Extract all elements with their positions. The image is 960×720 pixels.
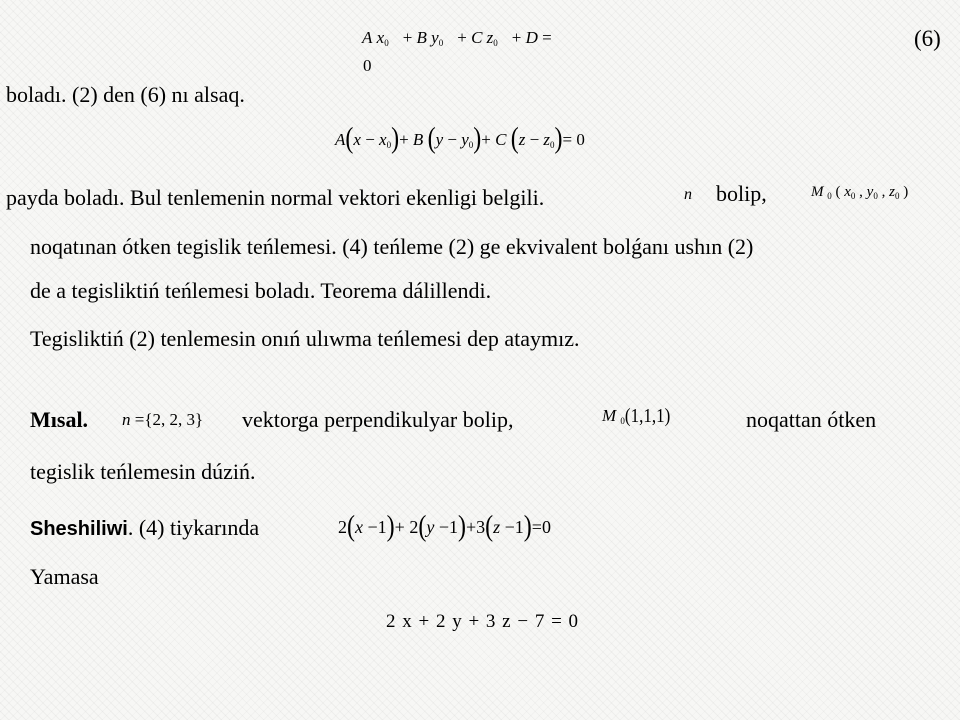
misal-point: M $_0$(1,1,1) <box>602 404 671 427</box>
yamasa-text: Yamasa <box>30 564 99 589</box>
text-line-4: de a tegisliktiń teńlemesi boladı. Teorema dálillendi. <box>30 278 492 303</box>
text-line-1: boladı. (2) den (6) nı alsaq. <box>6 82 245 107</box>
text-line-2: payda boladı. Bul tenlemenin normal vektori ekenligi belgili. <box>6 185 545 210</box>
solution-line: Sheshiliwi. (4) tiykarında <box>30 515 260 540</box>
misal-tail: noqattan ótken <box>746 407 877 432</box>
solution-equation: 2(x −1)+ 2(y −1)+3(z −1)=0 <box>338 510 551 544</box>
text-line-5: Tegisliktiń (2) tenlemesin onıń ulıwma teńlemesi dep ataymız. <box>30 326 580 351</box>
equation-number: (6) <box>914 26 941 51</box>
text-line-3: noqatınan ótken tegislik teńlemesi. (4) teńleme (2) ge ekvivalent bolǵanı ushın (2) <box>30 234 754 259</box>
normal-vector-n: n <box>684 186 692 203</box>
misal-label: Mısal. <box>30 407 89 432</box>
plane-equation: $A(x - x_0)+ B$ $(y - y_0)+ C$ $(z - z_0)= 0$ <box>335 122 585 156</box>
point-m0: M $_0$ ( $x_0$ , $y_0$ , $z_0$ ) <box>811 184 909 201</box>
text-line-7: tegislik teńlemesin dúziń. <box>30 459 256 484</box>
equation-6: A $x_0 + B$ $y_0 + C$ $z_0 + D$ = <box>362 28 552 48</box>
final-equation: 2 x + 2 y + 3 z − 7 = 0 <box>386 611 579 632</box>
misal-text: vektorga perpendikulyar bolip, <box>242 407 514 432</box>
equation-6-rhs: 0 <box>363 56 372 75</box>
bolip-text: bolip, <box>716 181 767 206</box>
misal-vector: n ={2, 2, 3} <box>122 410 204 429</box>
